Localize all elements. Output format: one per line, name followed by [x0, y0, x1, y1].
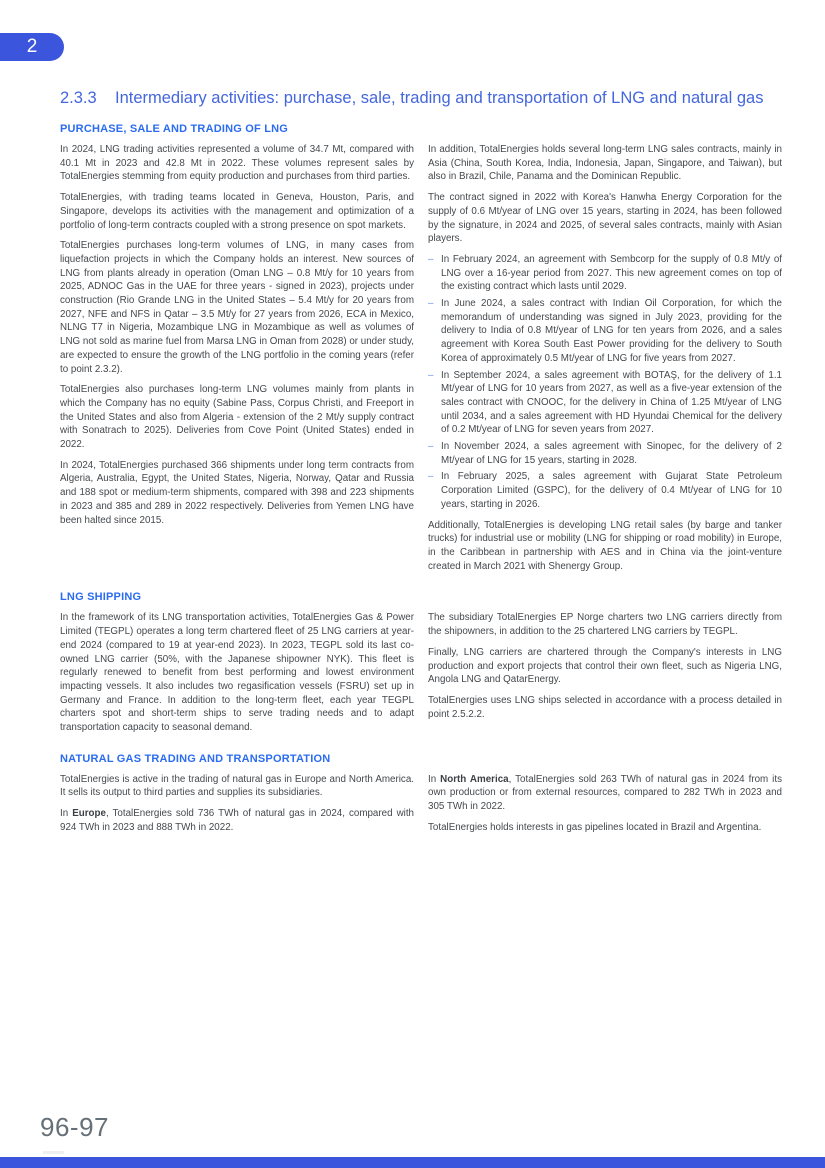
text-run: In: [428, 773, 441, 785]
section-header-natural-gas: NATURAL GAS TRADING AND TRANSPORTATION: [60, 752, 331, 765]
bullet-text: In June 2024, a sales contract with Indian Oil Corporation, for which the memorandum of understanding was signed in July 2023, providing for the delivery to India of 0.8 Mt/year of LNG for ten years from 2026, and a sales agreement with Korea South East Power providing for the delivery to South Korea of approximately 0.5 Mt/year of LNG for five years from 2027.: [441, 298, 782, 364]
bullet-item: [428, 440, 782, 467]
paragraph: The contract signed in 2022 with Korea's Hanwha Energy Corporation for the supply of 0.6 Mt/year of LNG over 15 years, starting in 2024, has been followed by the signature, in 2024 and 2025, of several sales contracts, mainly with Asian players.: [428, 192, 782, 245]
bullet-dash: –: [428, 253, 434, 265]
natural-gas-columns: [60, 773, 782, 842]
heading-number: 2.3.3: [60, 89, 97, 107]
heading-title: Intermediary activities: purchase, sale, trading and transportation of LNG and natural gas: [115, 89, 764, 107]
chapter-number: 2: [26, 36, 38, 57]
bullet-dash: –: [428, 441, 434, 453]
paragraph: The subsidiary TotalEnergies EP Norge charters two LNG carriers directly from the shipowners, in addition to the 25 chartered LNG carriers by TEGPL.: [428, 612, 782, 638]
text-run: , TotalEnergies sold 736 TWh of natural gas in 2024, compared with 924 TWh in 2023 and 888 TWh in 2022.: [60, 808, 414, 833]
natural-gas-right-column: [428, 773, 782, 842]
bullet-text: In February 2025, a sales agreement with Gujarat State Petroleum Corporation Limited (GSPC), for the delivery of 0.4 Mt/year of LNG for 10 years, starting in 2026.: [441, 471, 782, 510]
bullet-dash: –: [428, 471, 434, 483]
page-content: [60, 88, 782, 842]
paragraph: Finally, LNG carriers are chartered through the Company's interests in LNG production and export projects that control their own fleet, such as Nigeria LNG, Angola LNG and QatarEnergy.: [428, 646, 782, 686]
section-header-purchase: PURCHASE, SALE AND TRADING OF LNG: [60, 123, 289, 135]
bold-region-north-america: North America: [440, 773, 509, 785]
paragraph: TotalEnergies uses LNG ships selected in accordance with a process detailed in point 2.5.2.2.: [428, 694, 782, 720]
paragraph-europe: [60, 807, 414, 834]
shipping-left-column: [60, 611, 414, 741]
bullet-item: [428, 369, 782, 438]
paragraph: TotalEnergies purchases long-term volumes of LNG, in many cases from liquefaction projects in which the Company holds an interest. New sources of LNG from plants already in operation (Oman LNG – 0.8 Mt/y for 10 years from 2025, ADNOC Gas in the UAE for three years - signed in 2023), projects under construction (Rio Grande LNG in the United States – 5.4 Mt/y for 20 years from 2027, NFE and NFS in Qatar – 3.5 Mt/y for 27 years from 2026, ECA in Mexico, NLNG T7 in Nigeria, Mozambique LNG in Mozambique as well as volumes of LNG not sold as marine fuel from Marsa LNG in Oman from 2028) or under study, are expected to ensure the growth of the LNG portfolio in the coming years (refer to point 2.3.2).: [60, 240, 414, 375]
paragraph: TotalEnergies is active in the trading of natural gas in Europe and North America. It sells its output to third parties and supplies its subsidiaries.: [60, 773, 414, 799]
bullet-item: [428, 297, 782, 366]
section-header-shipping: LNG SHIPPING: [60, 591, 142, 604]
text-run: In: [60, 808, 73, 820]
paragraph: TotalEnergies holds interests in gas pipelines located in Brazil and Argentina.: [428, 821, 762, 833]
chapter-tab: [0, 33, 64, 61]
purchase-columns: [60, 143, 782, 580]
shipping-columns: [60, 611, 782, 741]
paragraph: In 2024, LNG trading activities represented a volume of 34.7 Mt, compared with 40.1 Mt in 2023 and 42.8 Mt in 2022. These volumes represent sales by TotalEnergies stemming from equity production and purchases from third parties.: [60, 144, 414, 183]
shipping-right-column: [428, 611, 782, 728]
paragraph: In addition, TotalEnergies holds several long-term LNG sales contracts, mainly in Asia (China, South Korea, India, Indonesia, Japan, Singapore, and Taiwan), but also in Brazil, Chile, Panama and the Dominican Republic.: [428, 144, 782, 183]
paragraph: TotalEnergies also purchases long-term LNG volumes mainly from plants in which the Company has no equity (Sabine Pass, Corpus Christi, and Freeport in the United States and also from Algeria - extension of the 2 Mt/y supply contract with Sonatrach to 2025). Deliveries from Cove Point (United States) ended in 2022.: [60, 384, 414, 451]
bullet-item: [428, 470, 782, 511]
paragraph: In the framework of its LNG transportation activities, TotalEnergies Gas & Power Limited (TEGPL) operates a long term chartered fleet of 25 LNG carriers at year-end 2024 (compared to 19 at year-end 2023). In 2023, TEGPL sold its last co-owned LNG carrier (50%, with the Japanese shipowner NYK). This fleet is regularly renewed to benefit from best performing and lowest environment impacting vessels. It also includes two regasification vessels (FSRU) set up in Germany and France. In addition to the long-term fleet, each year TEGPL charters spot and short-term ships to serve trading needs and to adapt transportation capacity to seasonal demand.: [60, 612, 414, 734]
footer-rule: [43, 1151, 64, 1154]
text-run: , TotalEnergies sold 263 TWh of natural gas in 2024 from its own production or from external resources, compared to 282 TWh in 2023 and 305 TWh in 2022.: [428, 773, 782, 813]
bold-region-europe: Europe: [72, 808, 106, 820]
bottom-accent-bar: [0, 1157, 825, 1168]
paragraph-north-america: [428, 773, 782, 814]
purchase-right-column: [428, 143, 782, 580]
bullet-dash: –: [428, 369, 434, 381]
purchase-left-column: [60, 143, 414, 534]
bullet-text: In November 2024, a sales agreement with Sinopec, for the delivery of 2 Mt/year of LNG for 15 years, starting in 2028.: [441, 441, 782, 466]
section-heading: [60, 88, 782, 109]
bullet-text: In February 2024, an agreement with Sembcorp for the supply of 0.8 Mt/y of LNG over a 16-year period from 2027. This new agreement comes on top of the existing contract which lasts until 2029.: [441, 253, 782, 293]
natural-gas-left-column: [60, 773, 414, 842]
paragraph: TotalEnergies, with trading teams located in Geneva, Houston, Paris, and Singapore, develops its activities with the management and optimization of a portfolio of long-term contracts coupled with a strong presence on spot markets.: [60, 192, 414, 231]
paragraph: Additionally, TotalEnergies is developing LNG retail sales (by barge and tanker trucks) for industrial use or mobility (LNG for shipping or road mobility) in Europe, in the Caribbean in partnership with AES and in China via the joint-venture created in March 2021 with Shenergy Group.: [428, 519, 782, 572]
page-number: 96-97: [40, 1112, 109, 1142]
paragraph: In 2024, TotalEnergies purchased 366 shipments under long term contracts from Algeria, Australia, Egypt, the United States, Nigeria, Norway, Qatar and Russia and 188 spot or medium-term shipments, compared with 398 and 223 shipments in 2023 and 385 and 289 in 2022 respectively. Deliveries from Yemen LNG have been halted since 2015.: [60, 459, 414, 526]
bullet-dash: –: [428, 298, 434, 310]
bullet-item: [428, 253, 782, 294]
bullet-text: In September 2024, a sales agreement with BOTAŞ, for the delivery of 1.1 Mt/year of LNG for 10 years from 2027, as well as a five-year extension of the sales contract with CNOOC, for the delivery in China of 1.25 Mt/year of LNG until 2034, and a sales agreement with HD Hyundai Chemical for the delivery of 0.2 Mt/year of LNG for seven years from 2027.: [441, 369, 782, 436]
